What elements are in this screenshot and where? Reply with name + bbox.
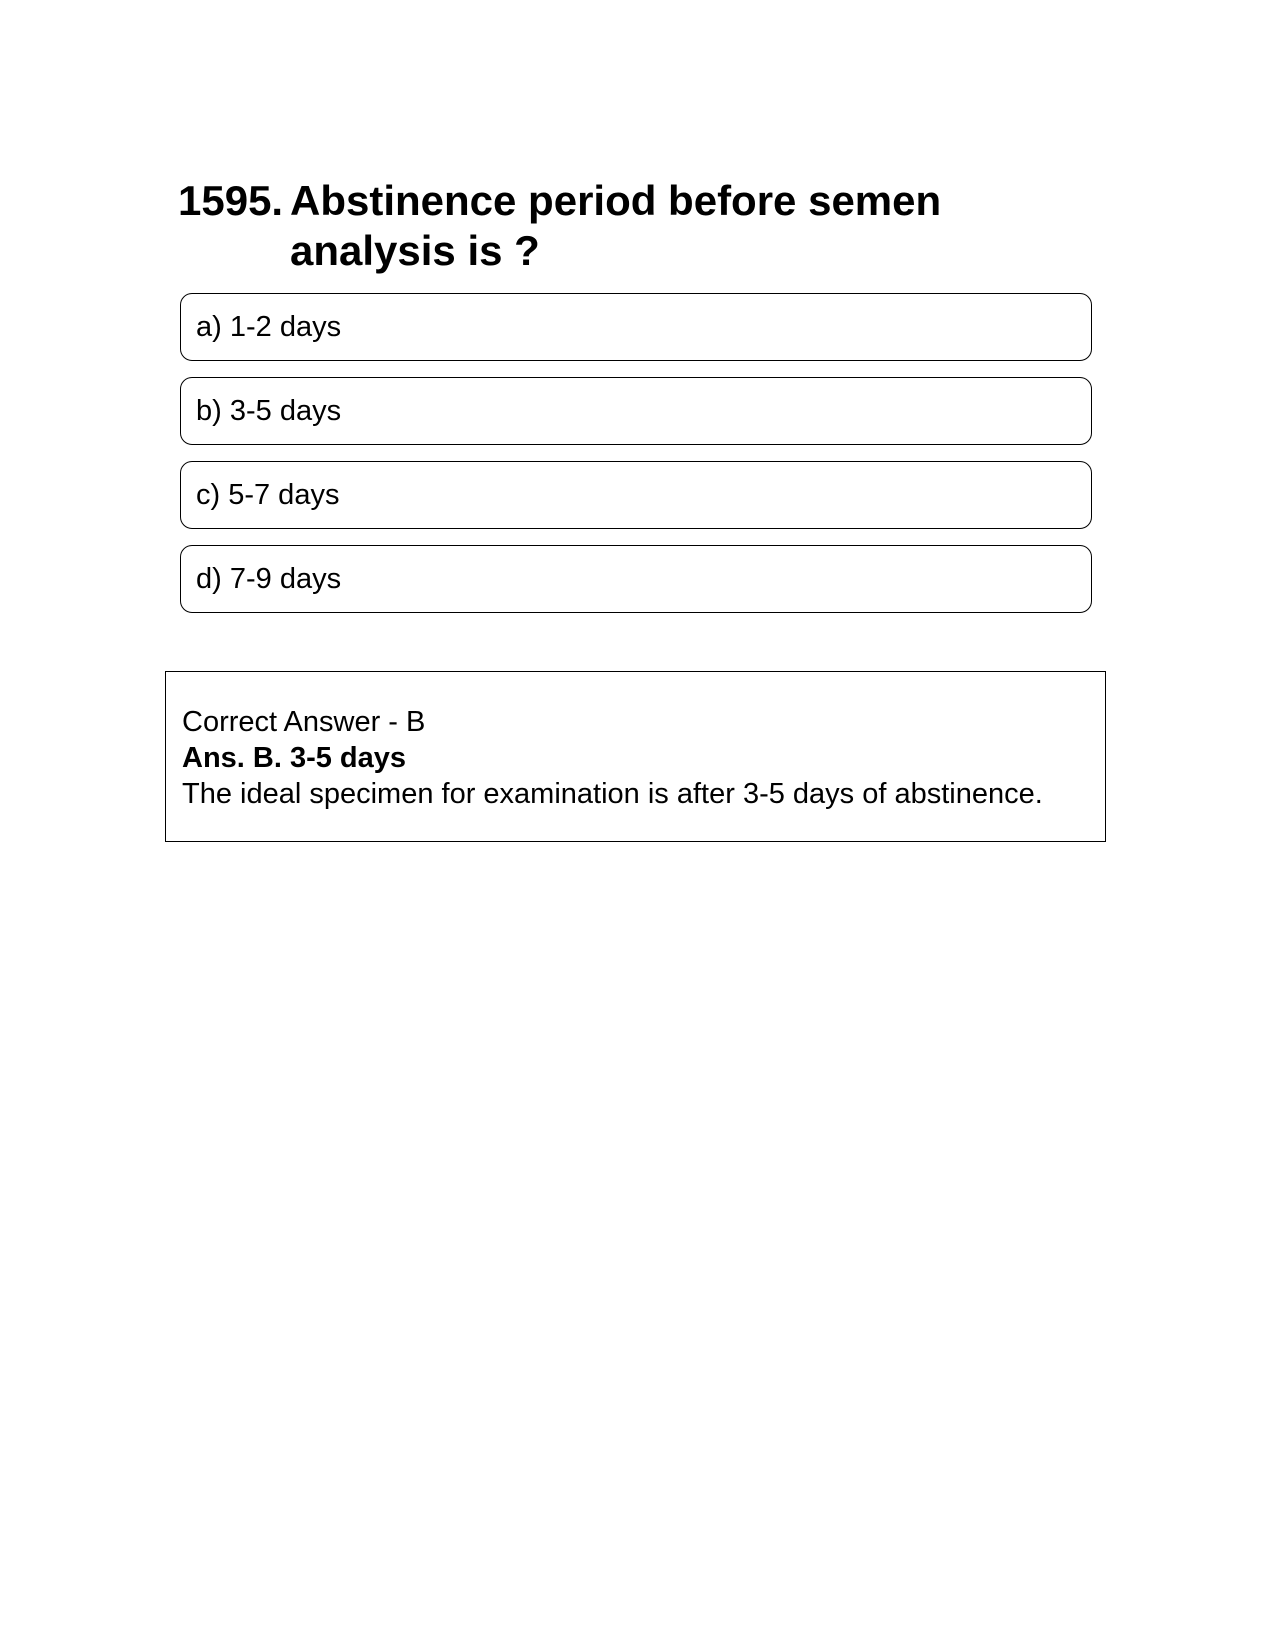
option-label: c) 5-7 days <box>196 478 340 511</box>
option-label: b) 3-5 days <box>196 394 342 427</box>
correct-answer-line: Correct Answer - B <box>182 706 426 738</box>
question-heading <box>178 176 978 276</box>
option-label: d) 7-9 days <box>196 562 342 595</box>
option-b[interactable] <box>180 377 1092 445</box>
answer-explanation: The ideal specimen for examination is after 3-5 days of abstinence. <box>182 778 1043 810</box>
options-list <box>180 293 1092 629</box>
option-label: a) 1-2 days <box>196 310 342 343</box>
option-c[interactable] <box>180 461 1092 529</box>
option-a[interactable] <box>180 293 1092 361</box>
option-d[interactable] <box>180 545 1092 613</box>
question-number: 1595. <box>178 177 284 224</box>
answer-box <box>165 671 1106 842</box>
question-text: Abstinence period before semen analysis is ? <box>290 177 942 274</box>
answer-heading: Ans. B. 3-5 days <box>182 742 407 774</box>
